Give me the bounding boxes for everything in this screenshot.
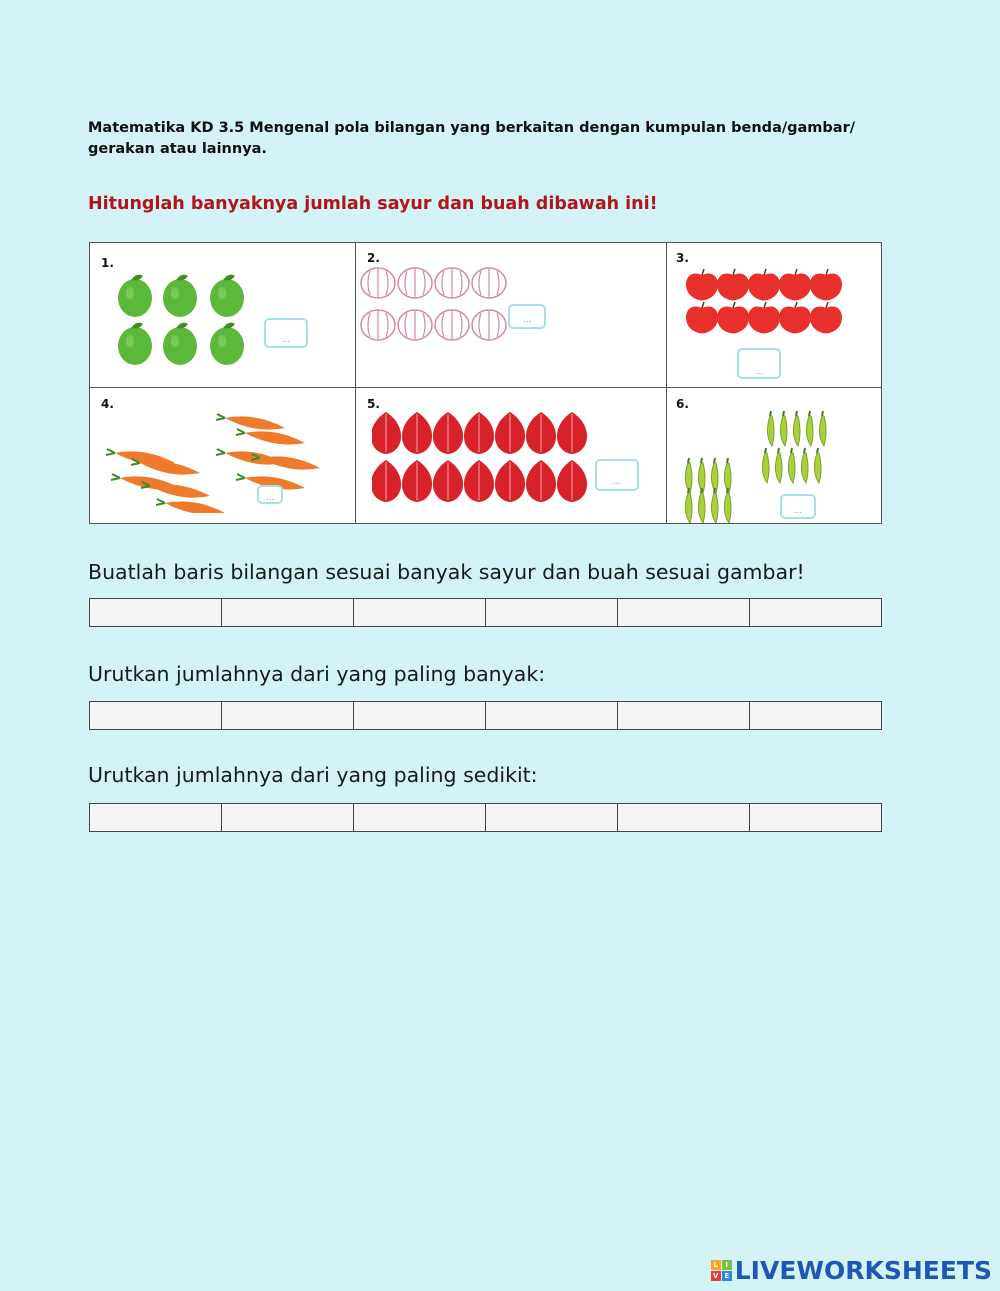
onion — [372, 460, 401, 502]
lime-highlight — [171, 287, 179, 299]
onion-icon — [372, 408, 592, 508]
lime-icon — [105, 268, 255, 368]
carrot-leaves — [106, 449, 115, 455]
answer-slot[interactable] — [222, 804, 354, 831]
answer-box-4[interactable]: ... — [257, 485, 283, 504]
grid-divider — [90, 387, 881, 388]
answer-slot[interactable] — [90, 599, 222, 626]
carrot-leaves — [111, 474, 120, 480]
instruction-text: Hitunglah banyaknya jumlah sayur dan buah dibawah ini! — [88, 194, 658, 214]
answer-slot[interactable] — [750, 804, 881, 831]
apple — [686, 306, 718, 333]
carrot-leaves — [236, 429, 245, 435]
chili-stem — [809, 411, 810, 416]
apple — [810, 273, 842, 300]
cell-number: 5. — [367, 397, 380, 411]
apple-stem — [795, 302, 797, 308]
lime-leaf — [176, 323, 188, 329]
answer-box-6[interactable]: ... — [780, 494, 816, 519]
grid-divider — [355, 243, 356, 523]
section-label-most: Urutkan jumlahnya dari yang paling banyak: — [88, 662, 546, 686]
chili-stem — [791, 448, 792, 453]
answer-box-5[interactable]: ... — [595, 459, 639, 491]
lime — [210, 327, 244, 365]
answer-slot[interactable] — [618, 702, 750, 729]
answer-slot[interactable] — [222, 702, 354, 729]
chili-stem — [817, 448, 818, 453]
apple-stem — [733, 302, 735, 308]
carrot — [140, 461, 200, 474]
lime-highlight — [171, 335, 179, 347]
lime — [163, 327, 197, 365]
apple — [748, 273, 780, 300]
answer-slot[interactable] — [354, 599, 486, 626]
chili-stem — [714, 488, 715, 493]
liveworksheets-logo[interactable] — [711, 1256, 992, 1285]
chili-stem — [770, 411, 771, 416]
chili-stem — [727, 458, 728, 463]
chili-stem — [783, 411, 784, 416]
lime-leaf — [223, 323, 235, 329]
lime — [118, 279, 152, 317]
chili — [801, 453, 808, 483]
answer-slot[interactable] — [354, 702, 486, 729]
answer-slot[interactable] — [486, 599, 618, 626]
chili — [819, 416, 826, 446]
apple-stem — [795, 269, 797, 275]
chili — [780, 416, 787, 446]
lime — [163, 279, 197, 317]
lime-highlight — [126, 287, 134, 299]
chili — [685, 493, 692, 523]
chili-stem — [688, 488, 689, 493]
chili-stem — [701, 488, 702, 493]
lime-leaf — [223, 275, 235, 281]
apple-stem — [733, 269, 735, 275]
lime-highlight — [218, 335, 226, 347]
chili — [793, 416, 800, 446]
carrot — [245, 431, 305, 444]
answer-slot[interactable] — [486, 702, 618, 729]
carrot-leaves — [156, 499, 165, 505]
chili-stem — [822, 411, 823, 416]
chili-stem — [796, 411, 797, 416]
logo-letter: E — [722, 1271, 732, 1281]
cell-number: 2. — [367, 251, 380, 265]
apple — [779, 273, 811, 300]
apple-icon — [684, 263, 856, 345]
carrot-leaves — [216, 414, 225, 420]
chili — [724, 493, 731, 523]
chili — [788, 453, 795, 483]
chili — [806, 416, 813, 446]
answer-slot[interactable] — [750, 599, 881, 626]
chili-stem — [765, 448, 766, 453]
lime-leaf — [131, 275, 143, 281]
cell-number: 6. — [676, 397, 689, 411]
apple — [717, 306, 749, 333]
chili-stem — [804, 448, 805, 453]
answer-slot[interactable] — [90, 804, 222, 831]
header-line-1: Matematika KD 3.5 Mengenal pola bilangan yang berkaitan dengan kumpulan benda/gambar/ — [88, 120, 856, 136]
lime-highlight — [126, 335, 134, 347]
section-label-least: Urutkan jumlahnya dari yang paling sedikit: — [88, 763, 538, 787]
logo-letter: L — [711, 1260, 721, 1270]
chili — [775, 453, 782, 483]
chili — [767, 416, 774, 446]
apple-stem — [764, 302, 766, 308]
carrot — [165, 501, 225, 513]
logo-letter: I — [722, 1260, 732, 1270]
brand-name: LIVEWORKSHEETS — [734, 1256, 992, 1285]
carrot-icon — [95, 408, 330, 513]
chili — [711, 493, 718, 523]
apple-stem — [702, 302, 704, 308]
apple-stem — [764, 269, 766, 275]
carrot-leaves — [216, 449, 225, 455]
answer-slot[interactable] — [486, 804, 618, 831]
lime — [118, 327, 152, 365]
answer-box-1[interactable]: ... — [264, 318, 308, 348]
onion — [372, 412, 401, 454]
carrot — [225, 416, 285, 429]
answer-box-2[interactable]: ... — [508, 304, 546, 329]
chili-stem — [701, 458, 702, 463]
chili-stem — [778, 448, 779, 453]
chili — [698, 493, 705, 523]
cell-number: 4. — [101, 397, 114, 411]
header-line-2: gerakan atau lainnya. — [88, 141, 267, 157]
cell-number: 3. — [676, 251, 689, 265]
chili — [814, 453, 821, 483]
lime-highlight — [218, 287, 226, 299]
answer-slot[interactable] — [618, 804, 750, 831]
answer-slot[interactable] — [222, 599, 354, 626]
section-label-number-line: Buatlah baris bilangan sesuai banyak sayur dan buah sesuai gambar! — [88, 560, 805, 584]
carrot-leaves — [236, 474, 245, 480]
apple — [717, 273, 749, 300]
lime — [210, 279, 244, 317]
logo-letter: V — [711, 1271, 721, 1281]
garlic-icon — [360, 263, 510, 348]
least-to-most-row — [89, 803, 882, 832]
chili — [762, 453, 769, 483]
carrot — [150, 484, 210, 497]
chili-stem — [727, 488, 728, 493]
answer-slot[interactable] — [750, 702, 881, 729]
lime-leaf — [131, 323, 143, 329]
apple — [748, 306, 780, 333]
answer-slot[interactable] — [618, 599, 750, 626]
answer-slot[interactable] — [354, 804, 486, 831]
apple — [686, 273, 718, 300]
apple-stem — [702, 269, 704, 275]
worksheet-header — [88, 118, 888, 160]
apple — [810, 306, 842, 333]
most-to-least-row — [89, 701, 882, 730]
cell-number: 1. — [101, 256, 114, 270]
apple-stem — [826, 302, 828, 308]
chili-stem — [688, 458, 689, 463]
lime-leaf — [176, 275, 188, 281]
apple-stem — [826, 269, 828, 275]
green-chili-icon — [680, 408, 855, 523]
counting-grid — [89, 242, 882, 524]
chili-stem — [714, 458, 715, 463]
number-line-row — [89, 598, 882, 627]
answer-box-3[interactable]: ... — [737, 348, 781, 379]
answer-slot[interactable] — [90, 702, 222, 729]
apple — [779, 306, 811, 333]
brand-logo-icon — [711, 1260, 732, 1281]
grid-divider — [666, 243, 667, 523]
